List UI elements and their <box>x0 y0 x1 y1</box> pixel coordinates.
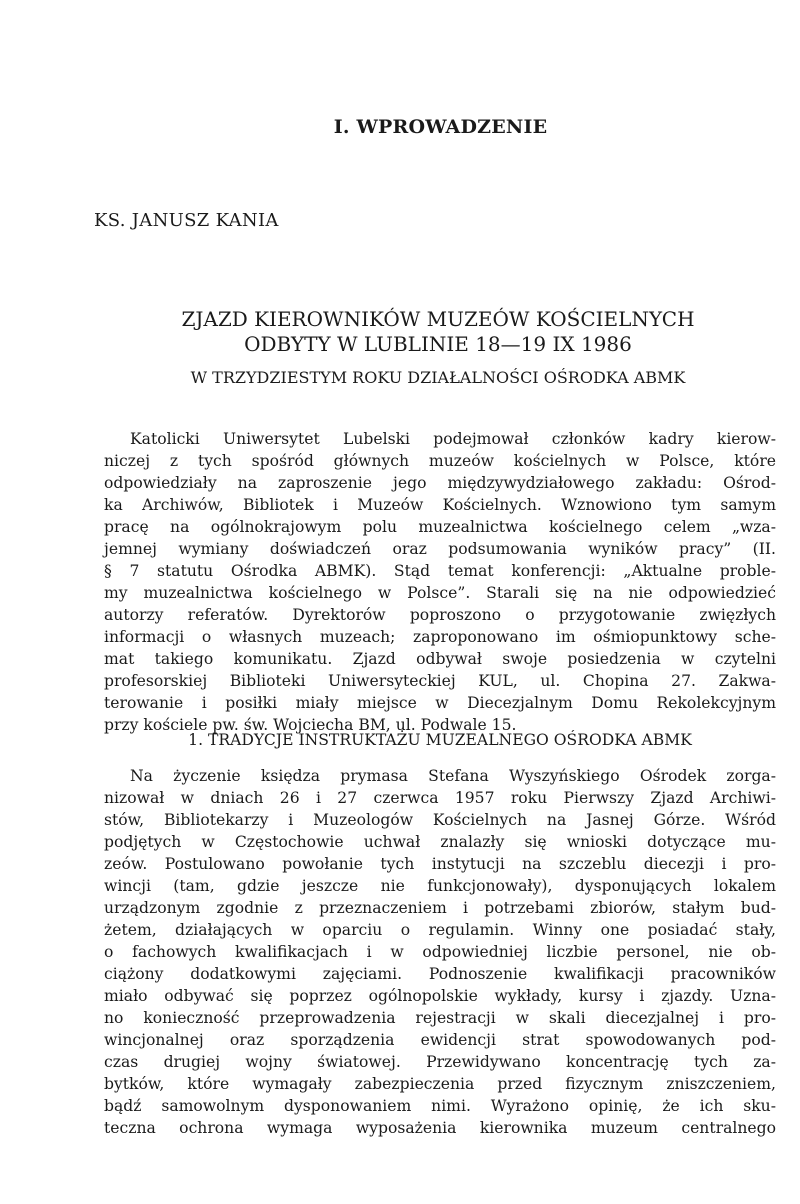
paragraph-line: wincjonalnej oraz sporządzenia ewidencji strat spowodowanych pod- <box>104 1031 776 1049</box>
article-title-line-1: ZJAZD KIEROWNIKÓW MUZEÓW KOŚCIELNYCH <box>181 307 695 331</box>
paragraph-line: o fachowych kwalifikacjach i w odpowiedniej liczbie personel, nie ob- <box>104 943 776 961</box>
paragraph-line: pracę na ogólnokrajowym polu muzealnictwa kościelnego celem „wza- <box>104 518 776 536</box>
paragraph-line: urządzonym zgodnie z przeznaczeniem i potrzebami zbiorów, stałym bud- <box>104 899 776 917</box>
paragraph-line: wincji (tam, gdzie jeszcze nie funkcjonowały), dysponujących lokalem <box>104 877 776 895</box>
paragraph-line: jemnej wymiany doświadczeń oraz podsumowania wyników pracy” (II. <box>104 540 776 558</box>
paragraph-line: stów, Bibliotekarzy i Muzeologów Kościelnych na Jasnej Górze. Wśród <box>104 811 776 829</box>
paragraph-line: miało odbywać się poprzez ogólnopolskie wykłady, kursy i zjazdy. Uzna- <box>104 987 776 1005</box>
paragraph-line: teczna ochrona wymaga wyposażenia kierownika muzeum centralnego <box>104 1119 776 1137</box>
paragraph-line: terowanie i posiłki miały miejsce w Diecezjalnym Domu Rekolekcyjnym <box>104 694 776 712</box>
paragraph-line: profesorskiej Biblioteki Uniwersyteckiej KUL, ul. Chopina 27. Zakwa- <box>104 672 776 690</box>
paragraph-line: bądź samowolnym dysponowaniem nimi. Wyrażono opinię, że ich sku- <box>104 1097 776 1115</box>
paragraph-line: mat takiego komunikatu. Zjazd odbywał swoje posiedzenia w czytelni <box>104 650 776 668</box>
paragraph-line: autorzy referatów. Dyrektorów poproszono o przygotowanie zwięzłych <box>104 606 776 624</box>
paragraph-line: czas drugiej wojny światowej. Przewidywano koncentrację tych za- <box>104 1053 776 1071</box>
paragraph-line: przy kościele pw. św. Wojciecha BM, ul. Podwale 15. <box>104 716 517 734</box>
paragraph-line: § 7 statutu Ośrodka ABMK). Stąd temat konferencji: „Aktualne proble- <box>104 562 776 580</box>
paragraph-line: ka Archiwów, Bibliotek i Muzeów Kościelnych. Wznowiono tym samym <box>104 496 776 514</box>
paragraph-line: my muzealnictwa kościelnego w Polsce”. Starali się na nie odpowiedzieć <box>104 584 776 602</box>
paragraph-line: ciążony dodatkowymi zajęciami. Podnoszenie kwalifikacji pracowników <box>104 965 776 983</box>
paragraph-line: podjętych w Częstochowie uchwał znalazły się wnioski dotyczące mu- <box>104 833 776 851</box>
author-name: KS. JANUSZ KANIA <box>94 210 279 231</box>
paragraph-line: nizował w dniach 26 i 27 czerwca 1957 roku Pierwszy Zjazd Archiwi- <box>104 789 776 807</box>
paragraph-line: zeów. Postulowano powołanie tych instytucji na szczeblu diecezji i pro- <box>104 855 776 873</box>
paragraph-line: Katolicki Uniwersytet Lubelski podejmował członków kadry kierow- <box>130 430 776 448</box>
paragraph-line: Na życzenie księdza prymasa Stefana Wyszyńskiego Ośrodek zorga- <box>130 767 776 785</box>
section-title: I. WPROWADZENIE <box>333 116 548 138</box>
section-heading: 1. TRADYCJE INSTRUKTAŻU MUZEALNEGO OŚRODKA ABMK <box>188 731 692 749</box>
paragraph-line: niczej z tych spośród głównych muzeów kościelnych w Polsce, które <box>104 452 776 470</box>
paragraph-line: informacji o własnych muzeach; zaproponowano im ośmiopunktowy sche- <box>104 628 776 646</box>
paragraph-line: bytków, które wymagały zabezpieczenia przed fizycznym zniszczeniem, <box>104 1075 776 1093</box>
article-title-line-2: ODBYTY W LUBLINIE 18—19 IX 1986 <box>244 332 632 356</box>
paragraph-line: odpowiedziały na zaproszenie jego międzywydziałowego zakładu: Ośrod- <box>104 474 776 492</box>
article-subtitle: W TRZYDZIESTYM ROKU DZIAŁALNOŚCI OŚRODKA ABMK <box>190 368 686 387</box>
paragraph-line: żetem, działających w oparciu o regulamin. Winny one posiadać stały, <box>104 921 776 939</box>
article-title <box>0 307 800 357</box>
paragraph-line: no konieczność przeprowadzenia rejestracji w skali diecezjalnej i pro- <box>104 1009 776 1027</box>
